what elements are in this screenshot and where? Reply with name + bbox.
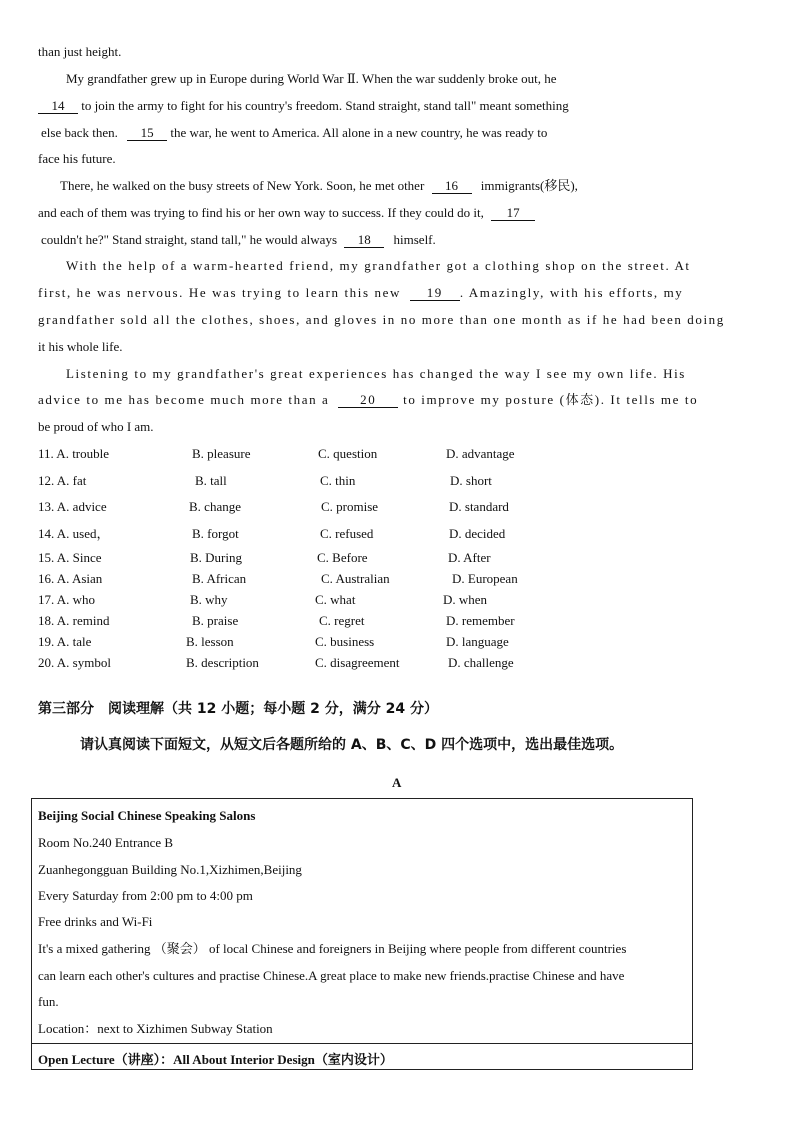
option-17-b: B. why: [190, 592, 228, 607]
passage-line: With the help of a warm-hearted friend, my grandfather got a clothing shop on the street. At: [66, 258, 691, 273]
blank-18: 18: [344, 233, 384, 248]
option-15-c: C. Before: [317, 550, 368, 565]
notice-location: Location：next to Xizhimen Subway Station: [38, 1021, 273, 1036]
option-19-a: 19. A. tale: [38, 634, 92, 649]
option-20-a: 20. A. symbol: [38, 655, 111, 670]
option-13-a: 13. A. advice: [38, 499, 107, 514]
option-19-d: D. language: [446, 634, 509, 649]
option-14-d: D. decided: [449, 526, 506, 541]
passage-line: face his future.: [38, 151, 116, 166]
passage-letter: A: [392, 775, 402, 790]
option-13-d: D. standard: [449, 499, 509, 514]
option-12-a: 12. A. fat: [38, 473, 87, 488]
option-16-a: 16. A. Asian: [38, 571, 103, 586]
option-20-b: B. description: [186, 655, 259, 670]
option-16-c: C. Australian: [321, 571, 390, 586]
notice-description: fun.: [38, 994, 59, 1009]
notice-time: Every Saturday from 2:00 pm to 4:00 pm: [38, 888, 253, 903]
option-15-d: D. After: [448, 550, 491, 565]
passage-line: Listening to my grandfather's great experiences has changed the way I see my own life. His: [66, 366, 686, 381]
option-16-d: D. European: [452, 571, 518, 586]
option-20-c: C. disagreement: [315, 655, 400, 670]
notice-room: Room No.240 Entrance B: [38, 835, 174, 850]
salon-notice-box: [31, 798, 693, 1070]
notice-description: It's a mixed gathering （聚会） of local Chinese and foreigners in Beijing where people from different countries: [38, 941, 627, 956]
notice-title: Beijing Social Chinese Speaking Salons: [38, 808, 256, 823]
box-divider: [32, 1043, 692, 1044]
passage-line: couldn't he?" Stand straight, stand tall," he would always 18 himself.: [41, 232, 436, 247]
option-15-b: B. During: [190, 550, 242, 565]
passage-line: grandfather sold all the clothes, shoes, and gloves in no more than one month as if he had been doing: [38, 312, 725, 327]
passage-line: There, he walked on the busy streets of New York. Soon, he met other 16 immigrants(移民),: [60, 178, 578, 193]
option-14-c: C. refused: [320, 526, 374, 541]
option-17-a: 17. A. who: [38, 592, 96, 607]
option-14-b: B. forgot: [192, 526, 239, 541]
option-11-a: 11. A. trouble: [38, 446, 110, 461]
blank-15: 15: [127, 126, 167, 141]
option-19-c: C. business: [315, 634, 375, 649]
option-18-d: D. remember: [446, 613, 515, 628]
notice-building: Zuanhegongguan Building No.1,Xizhimen,Beijing: [38, 862, 302, 877]
blank-16: 16: [432, 179, 472, 194]
passage-line: than just height.: [38, 44, 122, 59]
section-instruction: 请认真阅读下面短文，从短文后各题所给的 A、B、C、D 四个选项中，选出最佳选项。: [80, 737, 624, 753]
option-17-c: C. what: [315, 592, 356, 607]
option-18-b: B. praise: [192, 613, 239, 628]
passage-line: else back then. 15 the war, he went to America. All alone in a new country, he was ready to: [41, 125, 548, 140]
passage-line: 14 to join the army to fight for his country's freedom. Stand straight, stand tall" meant something: [38, 98, 569, 114]
option-18-a: 18. A. remind: [38, 613, 110, 628]
option-11-d: D. advantage: [446, 446, 515, 461]
passage-line: advice to me has become much more than a 20 to improve my posture (体态). It tells me to: [38, 392, 699, 407]
blank-14: 14: [38, 99, 78, 114]
option-12-d: D. short: [450, 473, 492, 488]
option-13-c: C. promise: [321, 499, 379, 514]
option-19-b: B. lesson: [186, 634, 234, 649]
option-12-b: B. tall: [195, 473, 227, 488]
passage-line: My grandfather grew up in Europe during World War Ⅱ. When the war suddenly broke out, he: [66, 71, 557, 86]
option-20-d: D. challenge: [448, 655, 514, 670]
blank-20: 20: [338, 393, 398, 408]
option-11-b: B. pleasure: [192, 446, 251, 461]
notice-description: can learn each other's cultures and practise Chinese.A great place to make new friends.practise Chinese and have: [38, 968, 625, 983]
option-16-b: B. African: [192, 571, 247, 586]
notice-free: Free drinks and Wi-Fi: [38, 914, 153, 929]
blank-17: 17: [491, 206, 535, 221]
option-13-b: B. change: [189, 499, 241, 514]
option-12-c: C. thin: [320, 473, 356, 488]
lecture-title: Open Lecture（讲座）：All About Interior Design（室内设计）: [38, 1052, 393, 1067]
passage-line: first, he was nervous. He was trying to learn this new 19 . Amazingly, with his efforts, my: [38, 285, 684, 300]
option-15-a: 15. A. Since: [38, 550, 102, 565]
option-11-c: C. question: [318, 446, 378, 461]
section-heading: 第三部分 阅读理解（共 12 小题；每小题 2 分，满分 24 分）: [38, 701, 438, 717]
passage-line: be proud of who I am.: [38, 419, 154, 434]
passage-line: it his whole life.: [38, 339, 123, 354]
option-14-a: 14. A. used，: [38, 526, 110, 541]
option-17-d: D. when: [443, 592, 488, 607]
option-18-c: C. regret: [319, 613, 365, 628]
blank-19: 19: [410, 286, 460, 301]
passage-line: and each of them was trying to find his or her own way to success. If they could do it, 17: [38, 205, 535, 221]
